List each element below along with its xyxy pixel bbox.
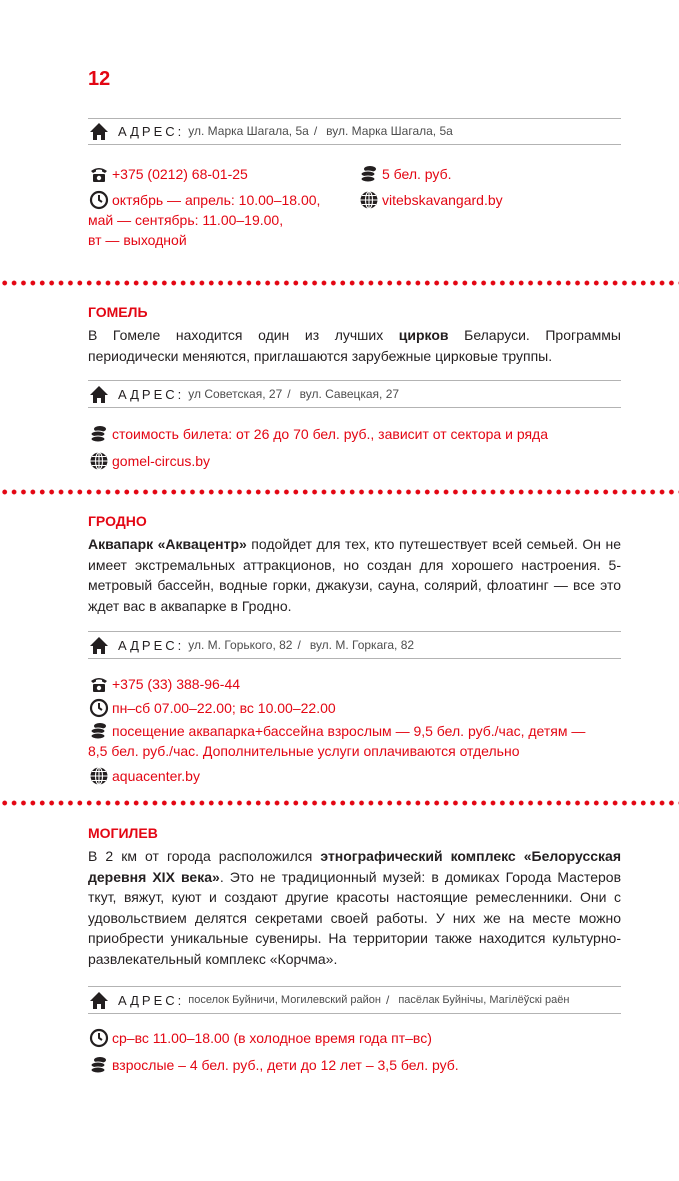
address-ru: поселок Буйничи, Могилевский район [188,994,381,1006]
divider-line [88,658,621,659]
price-row [88,1055,459,1075]
divider-line [88,144,621,145]
coins-icon [88,1055,110,1075]
phone-number[interactable]: +375 (0212) 68-01-25 [112,166,248,182]
phone-row [88,674,240,694]
clock-icon [88,698,110,718]
house-icon [88,384,110,404]
address-by: вул. Марка Шагала, 5а [326,124,453,138]
section-heading-mogilev: МОГИЛЕВ [88,825,158,841]
hours-row [88,1028,432,1048]
hours-line: вт — выходной [88,232,187,248]
price-text: 5 бел. руб. [382,166,452,182]
divider-line [88,407,621,408]
phone-row [88,164,248,184]
phone-number[interactable]: +375 (33) 388-96-44 [112,676,241,692]
hours-line: май — сентябрь: 11.00–19.00, [88,212,284,228]
address-label: АДРЕС: [118,992,185,1008]
clock-icon [88,190,110,210]
website-link[interactable]: gomel-circus.by [112,453,211,469]
address-row: АДРЕС: ул. Марка Шагала, 5а / вул. Марка Шагала, 5а [88,120,453,142]
globe-icon [88,451,110,471]
section-heading-grodno: ГРОДНО [88,513,147,529]
section-text-grodno: Аквапарк «Аквацентр» подойдет для тех, кто путешествует всей семьей. Он не имеет экстремальных аттракционов, но создан для хорошего настроения. 5-метровый бассейн, водные горки, джакузи, сауна, солярий, флоатинг — все это ждет вас в аквапарке в Гродно. [88,536,622,614]
hours-block [88,190,348,250]
coins-icon [88,721,110,741]
website-row [88,451,210,471]
website-row [88,766,200,786]
dotted-separator [0,800,679,806]
address-ru: ул. М. Горького, 82 [188,638,293,652]
hours-line: октябрь — апрель: 10.00–18.00, [112,192,321,208]
address-row: АДРЕС: поселок Буйничи, Могилевский район / пасёлак Буйнічы, Магілёўскі раён [88,989,569,1011]
price-row [88,424,548,444]
price-text: стоимость билета: от 26 до 70 бел. руб., зависит от сектора и ряда [112,426,548,442]
house-icon [88,635,110,655]
coins-icon [88,424,110,444]
divider-line [88,380,621,381]
section-heading-gomel: ГОМЕЛЬ [88,304,148,320]
hours-text: пн–сб 07.00–22.00; вс 10.00–22.00 [112,700,336,716]
website-link[interactable]: aquacenter.by [112,768,200,784]
page-number: 12 [88,68,111,90]
price-block [88,721,621,761]
section-text-mogilev: В 2 км от города расположился этнографический комплекс «Белорусская деревня XIX века». Это не традиционный музей: в домиках Города Мастеров ткут, вяжут, куют и создают другие красоты настоящие ремесленники. Они с удовольствием делятся секретами своей работы. У них же на месте можно приобрести уникальные сувениры. На территории также находится культурно-развлекательный комплекс «Корчма». [88,848,622,967]
address-label: АДРЕС: [118,123,185,139]
address-by: пасёлак Буйнічы, Магілёўскі раён [398,994,570,1006]
address-label: АДРЕС: [118,637,185,653]
divider-line [88,986,621,987]
coins-icon [358,164,380,184]
hours-row [88,698,336,718]
address-by: вул. Савецкая, 27 [299,387,400,401]
clock-icon [88,1028,110,1048]
divider-line [88,1013,621,1014]
price-text: взрослые – 4 бел. руб., дети до 12 лет – 3,5 бел. руб. [112,1057,459,1073]
globe-icon [358,190,380,210]
hours-text: ср–вс 11.00–18.00 (в холодное время года пт–вс) [112,1030,432,1046]
address-ru: ул. Марка Шагала, 5а [188,124,309,138]
price-row [358,164,452,184]
price-text: посещение аквапарка+бассейна взрослым — 9,5 бел. руб./час, детям — [112,723,586,739]
website-link[interactable]: vitebskavangard.by [382,192,503,208]
house-icon [88,121,110,141]
phone-icon [88,164,110,184]
house-icon [88,990,110,1010]
address-label: АДРЕС: [118,386,185,402]
divider-line [88,118,621,119]
website-row [358,190,503,210]
dotted-separator [0,489,679,495]
section-text-gomel: В Гомеле находится один из лучших цирков Беларуси. Программы периодически меняются, приглашаются зарубежные цирковые труппы. [88,327,621,364]
price-text: 8,5 бел. руб./час. Дополнительные услуги оплачиваются отдельно [88,743,520,759]
address-row: АДРЕС: ул. М. Горького, 82 / вул. М. Горкага, 82 [88,634,414,656]
globe-icon [88,766,110,786]
phone-icon [88,674,110,694]
divider-line [88,631,621,632]
address-by: вул. М. Горкага, 82 [309,638,415,652]
address-row: АДРЕС: ул Советская, 27 / вул. Савецкая, 27 [88,383,399,405]
dotted-separator [0,280,679,286]
address-ru: ул Советская, 27 [188,387,283,401]
